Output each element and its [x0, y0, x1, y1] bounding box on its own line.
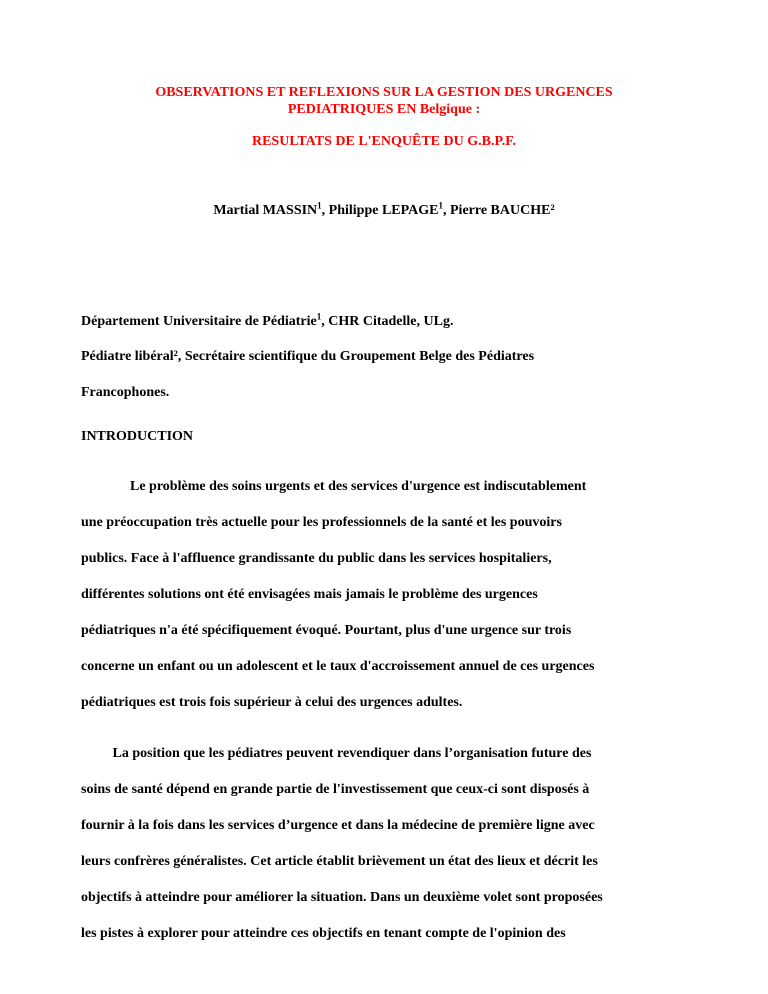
section-heading: INTRODUCTION: [81, 429, 194, 444]
document-subtitle: RESULTATS DE L'ENQUÊTE DU G.B.P.F.: [251, 134, 516, 149]
paragraph-line: pédiatriques n'a été spécifiquement évoqué. Pourtant, plus d'une urgence sur trois: [81, 623, 572, 638]
affiliation-2: Pédiatre libéral², Secrétaire scientifique du Groupement Belge des Pédiatres: [81, 349, 535, 364]
title-line-2: PEDIATRIQUES EN Belgique :: [287, 102, 481, 117]
paragraph-line: La position que les pédiatres peuvent revendiquer dans l’organisation future des: [81, 746, 592, 761]
paragraph-line: publics. Face à l'affluence grandissante du public dans les services hospitaliers,: [81, 551, 552, 566]
author-1-affiliation-mark: 1: [317, 200, 322, 211]
paragraph-line: les pistes à explorer pour atteindre ces objectifs en tenant compte de l'opinion des: [81, 926, 566, 941]
paragraph-line: fournir à la fois dans les services d’urgence et dans la médecine de première ligne avec: [81, 818, 595, 833]
author-2: , Philippe LEPAGE: [321, 203, 439, 218]
paragraph-line: pédiatriques est trois fois supérieur à celui des urgences adultes.: [81, 695, 463, 710]
author-3: , Pierre BAUCHE²: [443, 203, 555, 218]
affiliation-1-institution: , CHR Citadelle, ULg.: [321, 314, 454, 329]
paragraph-line: Le problème des soins urgents et des services d'urgence est indiscutablement: [81, 479, 587, 494]
author-2-affiliation-mark: 1: [438, 200, 443, 211]
document-title: [0, 84, 768, 118]
paragraph-line: différentes solutions ont été envisagées mais jamais le problème des urgences: [81, 587, 538, 602]
paragraph-1: [81, 478, 681, 730]
affiliation-1-dept: Département Universitaire de Pédiatrie: [81, 314, 317, 329]
paragraph-line: concerne un enfant ou un adolescent et le taux d'accroissement annuel de ces urgences: [81, 659, 595, 674]
title-line-1: OBSERVATIONS ET REFLEXIONS SUR LA GESTION DES URGENCES: [155, 85, 613, 100]
author-1: Martial MASSIN: [213, 203, 318, 218]
paragraph-line: leurs confrères généralistes. Cet article établit brièvement un état des lieux et décrit les: [81, 854, 598, 869]
affiliation-1-mark: 1: [316, 311, 322, 322]
paragraph-line: une préoccupation très actuelle pour les professionnels de la santé et les pouvoirs: [81, 515, 562, 530]
paragraph-line: objectifs à atteindre pour améliorer la situation. Dans un deuxième volet sont proposées: [81, 890, 603, 905]
affiliation-1: [81, 313, 453, 330]
paragraph-2: [81, 745, 681, 961]
author-list: [0, 202, 768, 219]
affiliation-2-continued: Francophones.: [81, 385, 170, 400]
paragraph-line: soins de santé dépend en grande partie de l'investissement que ceux-ci sont disposés à: [81, 782, 590, 797]
